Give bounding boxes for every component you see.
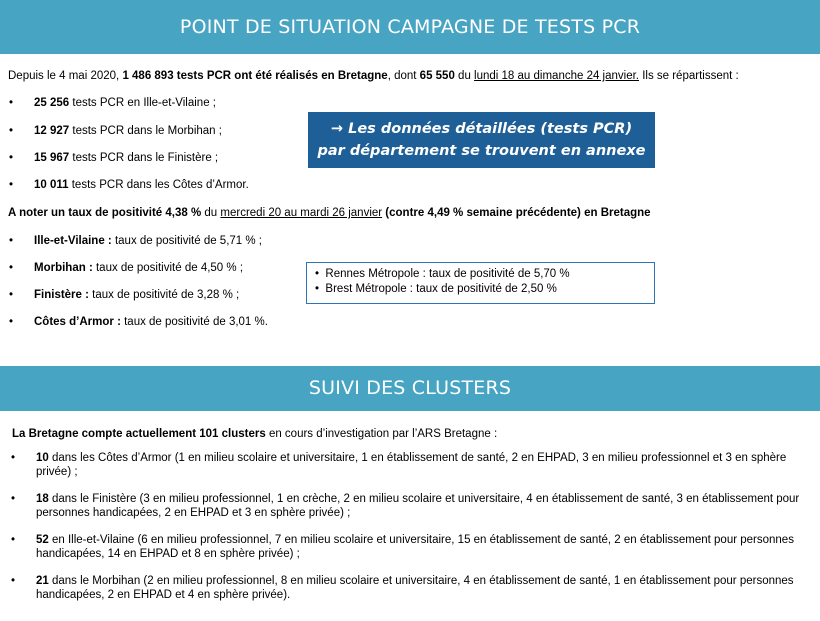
- callout-line: → Les données détaillées (tests PCR): [330, 121, 633, 137]
- pcr-intro: Depuis le 4 mai 2020, 1 486 893 tests PCR ont été réalisés en Bretagne, dont 65 550 du lundi 18 au dimanche 24 janvier. Ils se répartissent :: [8, 70, 739, 82]
- annex-callout: [308, 112, 655, 168]
- clusters-section-title: SUIVI DES CLUSTERS: [0, 366, 820, 411]
- list-item: • Brest Métropole : taux de positivité de 2,50 %: [315, 283, 557, 295]
- clusters-intro: La Bretagne compte actuellement 101 clusters en cours d’investigation par l’ARS Bretagne :: [12, 428, 498, 440]
- callout-line: par département se trouvent en annexe: [317, 143, 646, 159]
- pcr-section-title: POINT DE SITUATION CAMPAGNE DE TESTS PCR: [0, 0, 820, 54]
- metropoles-box: [306, 262, 655, 304]
- list-item: • Rennes Métropole : taux de positivité de 5,70 %: [315, 268, 570, 280]
- positivity-summary: A noter un taux de positivité 4,38 % du mercredi 20 au mardi 26 janvier (contre 4,49 % semaine précédente) en Bretagne: [8, 207, 651, 219]
